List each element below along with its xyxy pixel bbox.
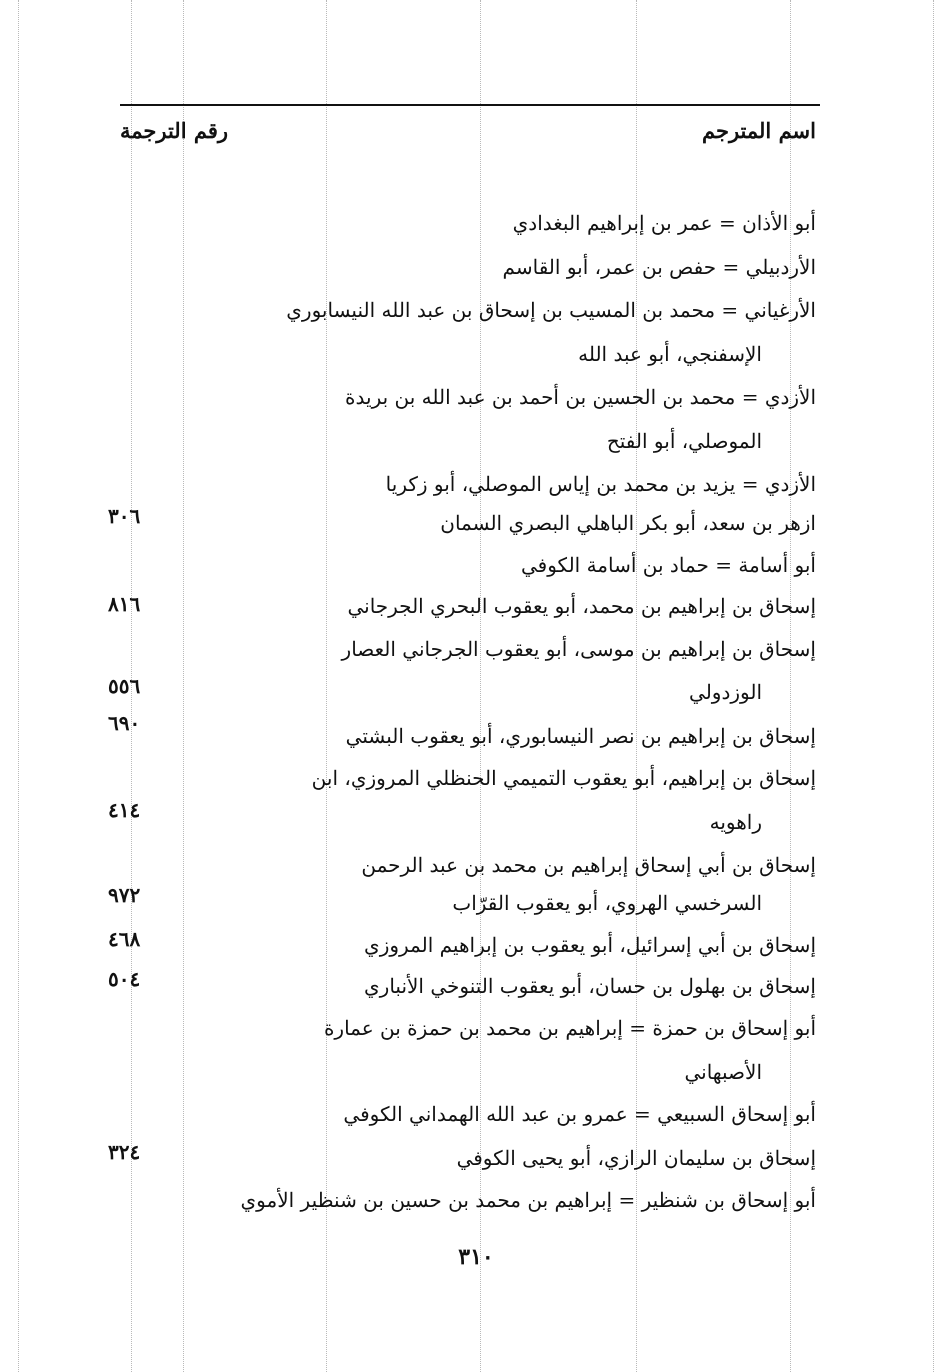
entry-line-continuation: الإسفنجي، أبو عبد الله: [578, 342, 762, 366]
entry-line-continuation: الأصبهاني: [684, 1060, 762, 1084]
dotted-guide-right: [933, 0, 934, 1372]
entry-line: أبو الأذان = عمر بن إبراهيم البغدادي: [512, 211, 816, 235]
entry-number: ٥٥٦: [108, 674, 141, 698]
entry-line: أبو أسامة = حماد بن أسامة الكوفي: [520, 553, 816, 577]
entry-line: الأرغياني = محمد بن المسيب بن إسحاق بن عبد الله النيسابوري: [286, 298, 816, 322]
dotted-guide: [183, 0, 184, 1372]
entry-line: الأزدي = يزيد بن محمد بن إياس الموصلي، أبو زكريا: [385, 472, 816, 496]
entry-line: إسحاق بن إبراهيم بن موسى، أبو يعقوب الجرجاني العصار: [341, 637, 816, 661]
header-name-column: اسم المترجم: [702, 118, 816, 143]
entry-number: ٤١٤: [108, 798, 141, 822]
entry-line-continuation: الوزدولي: [689, 680, 762, 704]
entry-line: أبو إسحاق السبيعي = عمرو بن عبد الله الهمداني الكوفي: [343, 1102, 816, 1126]
entry-line: الأزدي = محمد بن الحسين بن أحمد بن عبد الله بن بريدة: [345, 385, 816, 409]
header-number-column: رقم الترجمة: [120, 118, 229, 143]
entry-line: إسحاق بن إبراهيم بن محمد، أبو يعقوب البحري الجرجاني: [347, 594, 816, 618]
header-rule: [120, 104, 820, 106]
entry-number: ٥٠٤: [108, 967, 141, 991]
entry-line: إسحاق بن إبراهيم بن نصر النيسابوري، أبو يعقوب البشتي: [345, 724, 816, 748]
entry-number: ٤٦٨: [108, 927, 141, 951]
entry-number: ٩٧٢: [108, 883, 141, 907]
entry-line: إسحاق بن بهلول بن حسان، أبو يعقوب التنوخي الأنباري: [364, 974, 816, 998]
entry-line: إسحاق بن أبي إسرائيل، أبو يعقوب بن إبراهيم المروزي: [364, 933, 816, 957]
entry-line: ازهر بن سعد، أبو بكر الباهلي البصري السمان: [440, 511, 816, 535]
entry-line: إسحاق بن أبي إسحاق إبراهيم بن محمد بن عبد الرحمن: [361, 853, 816, 877]
entry-number: ٣٢٤: [108, 1140, 141, 1164]
entry-number: ٨١٦: [108, 592, 141, 616]
dotted-guide: [326, 0, 327, 1372]
entry-line: أبو إسحاق بن شنظير = إبراهيم بن محمد بن حسين بن شنظير الأموي: [240, 1188, 816, 1212]
dotted-guide-left: [18, 0, 19, 1372]
entry-line: أبو إسحاق بن حمزة = إبراهيم بن محمد بن حمزة بن عمارة: [323, 1016, 816, 1040]
entry-number: ٦٩٠: [108, 711, 141, 735]
entry-line-continuation: الموصلي، أبو الفتح: [606, 429, 762, 453]
entry-line-continuation: السرخسي الهروي، أبو يعقوب القرّاب: [452, 891, 762, 915]
page-number: ٣١٠: [458, 1244, 494, 1270]
entry-line: إسحاق بن سليمان الرازي، أبو يحيى الكوفي: [456, 1146, 816, 1170]
entry-line-continuation: راهويه: [709, 810, 762, 834]
entry-number: ٣٠٦: [108, 504, 141, 528]
entry-line: إسحاق بن إبراهيم، أبو يعقوب التميمي الحنظلي المروزي، ابن: [311, 766, 816, 790]
entry-line: الأردبيلي = حفص بن عمر، أبو القاسم: [502, 255, 816, 279]
